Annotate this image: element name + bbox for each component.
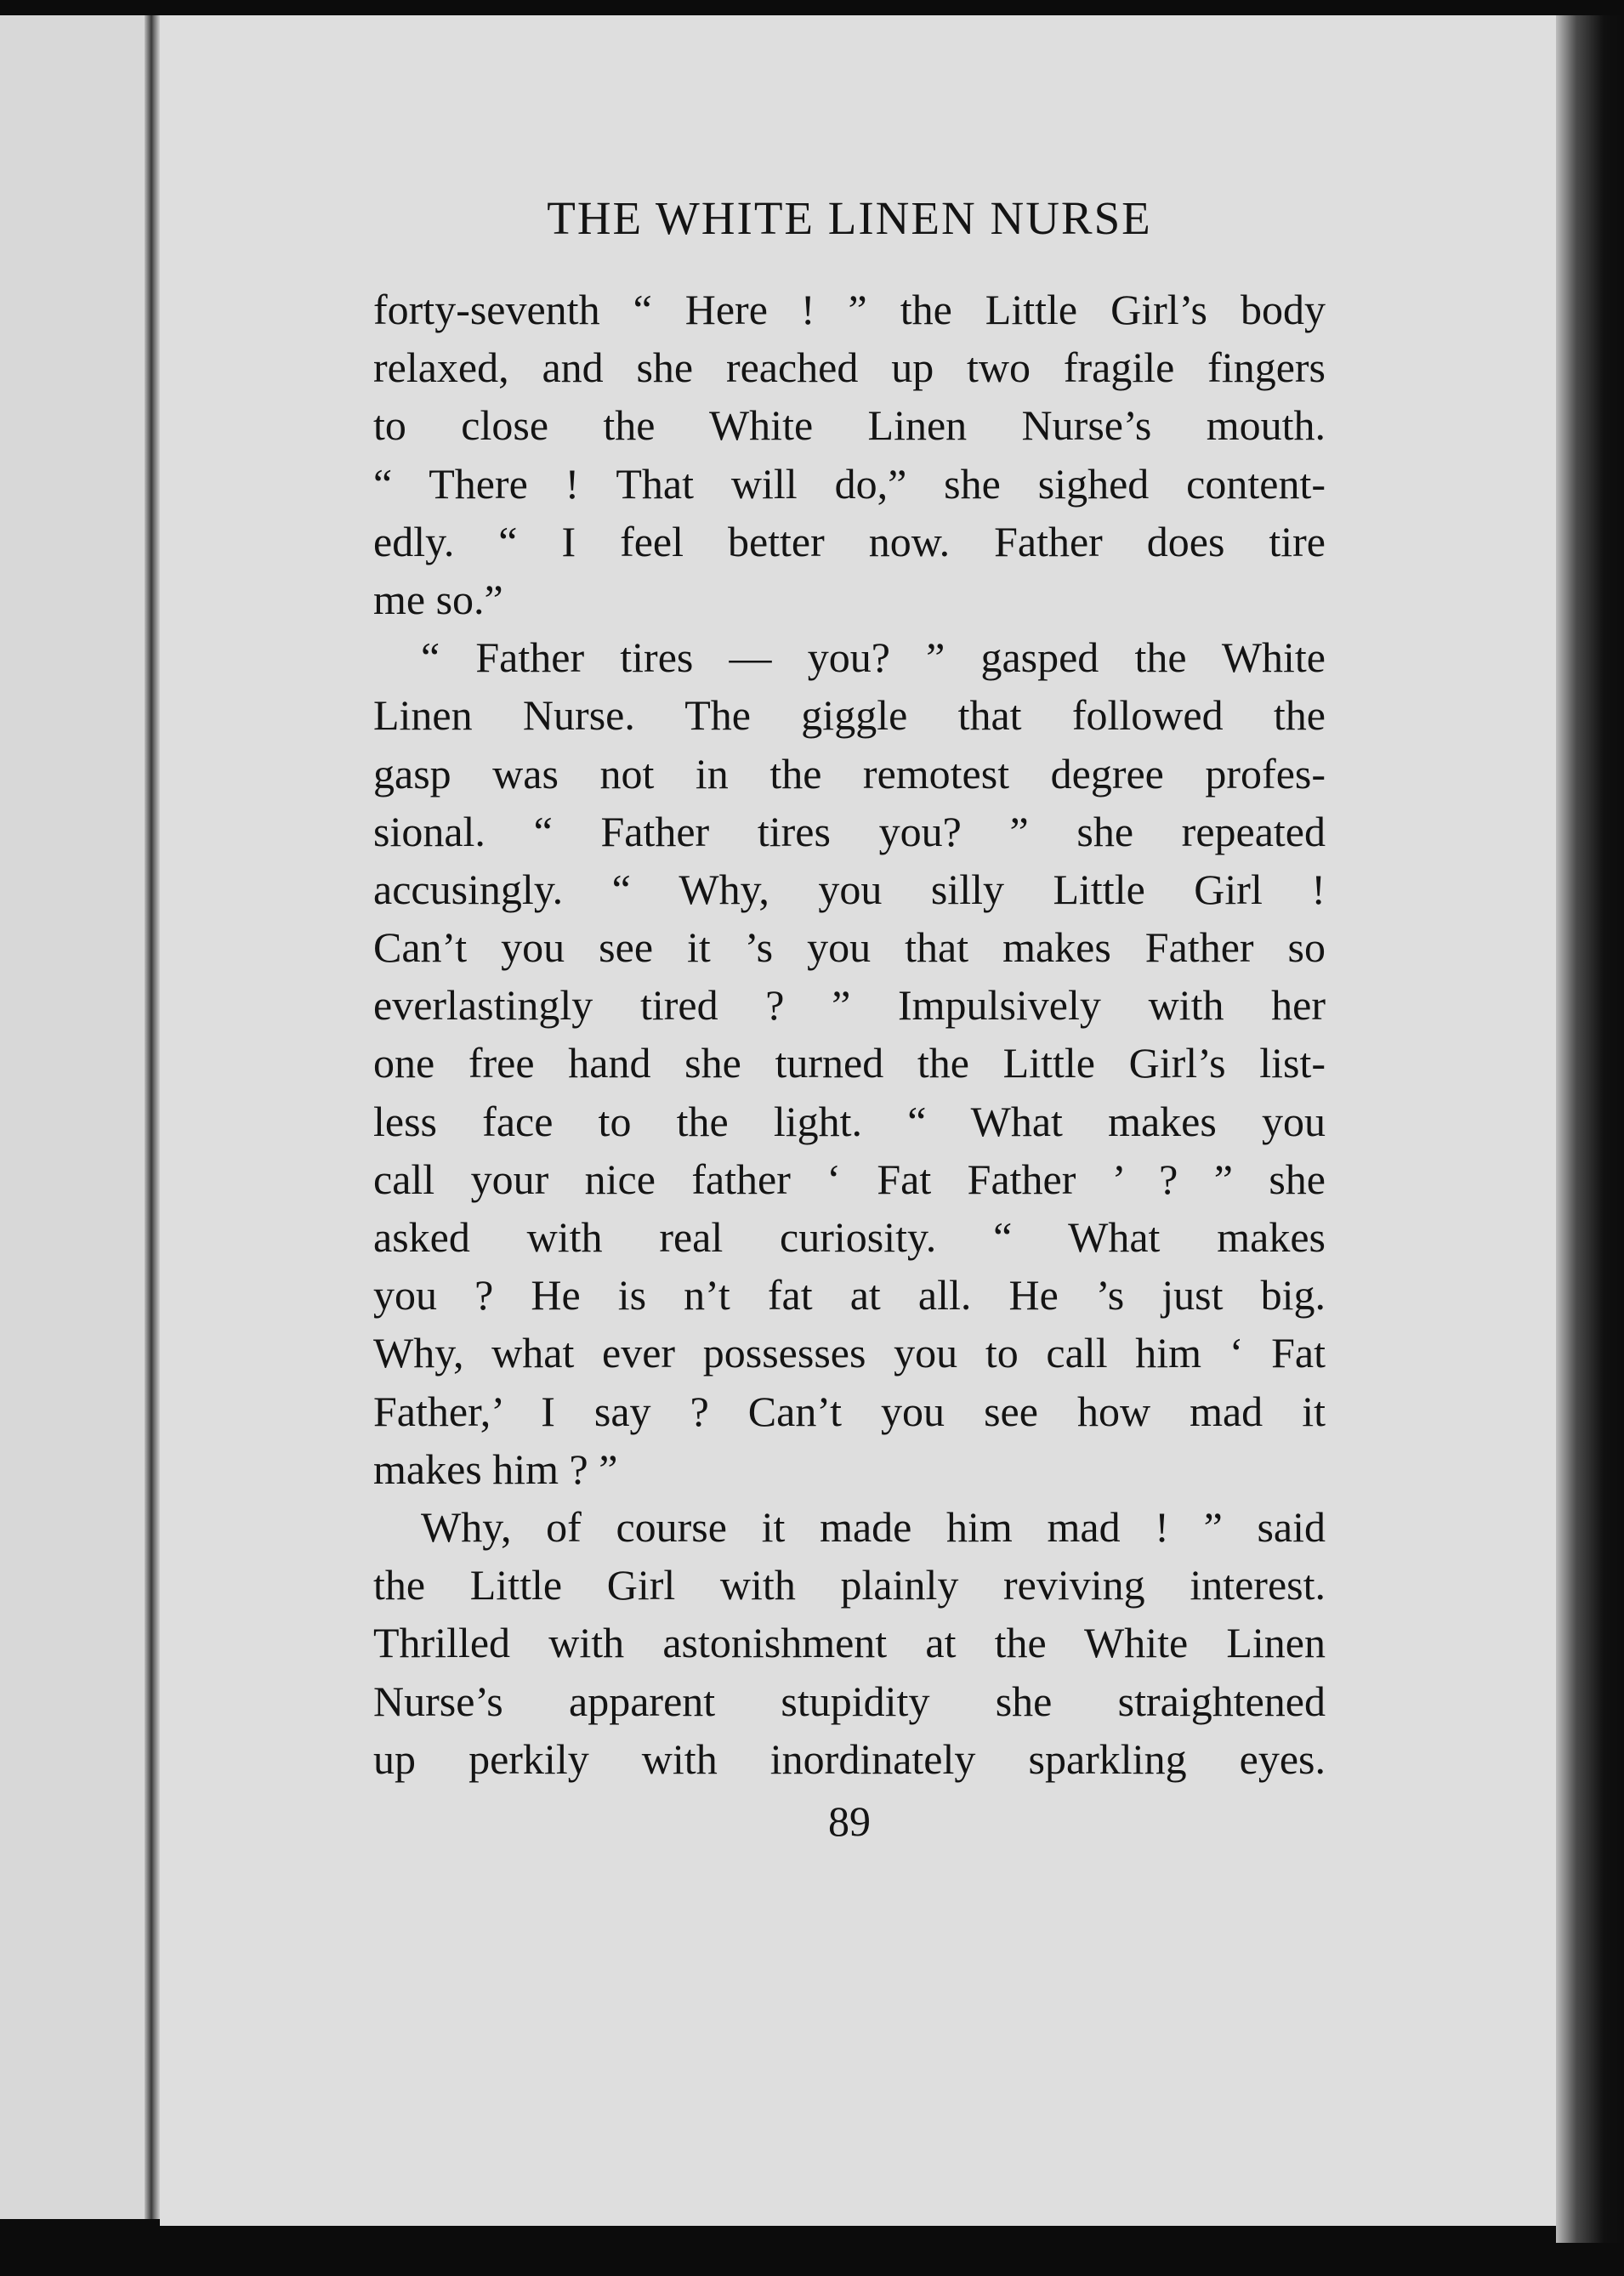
text-line: gasp was not in the remotest degree profes- xyxy=(373,749,1326,797)
text-line: me so.” xyxy=(373,575,503,623)
facing-page-edge xyxy=(0,15,155,2219)
text-line: “ Father tires — you? ” gasped the White xyxy=(421,633,1326,682)
text-line: sional. “ Father tires you? ” she repeated xyxy=(373,807,1326,855)
text-line: you ? He is n’t fat at all. He ’s just big. xyxy=(373,1271,1326,1320)
text-line: Linen Nurse. The giggle that followed the xyxy=(373,691,1326,740)
page-edge-shadow xyxy=(1556,15,1624,2243)
text-line: Thrilled with astonishment at the White Linen xyxy=(373,1619,1326,1667)
text-line: accusingly. “ Why, you silly Little Girl ! xyxy=(373,865,1326,913)
text-line: Why, of course it made him mad ! ” said xyxy=(421,1502,1326,1551)
text-line: Father,’ I say ? Can’t you see how mad it xyxy=(373,1387,1326,1435)
text-line: less face to the light. “ What makes you xyxy=(373,1097,1326,1145)
page-number: 89 xyxy=(828,1797,871,1845)
text-line: “ There ! That will do,” she sighed content- xyxy=(373,459,1326,508)
text-line: Can’t you see it ’s you that makes Father so xyxy=(373,923,1326,972)
text-line: edly. “ I feel better now. Father does tire xyxy=(373,517,1326,565)
book-gutter xyxy=(145,15,160,2219)
text-line: Why, what ever possesses you to call him ‘ Fat xyxy=(373,1329,1326,1377)
text-line: the Little Girl with plainly reviving interest. xyxy=(373,1561,1326,1609)
text-line: makes him ? ” xyxy=(373,1444,618,1493)
page-body-text xyxy=(373,281,1326,1788)
text-line: one free hand she turned the Little Girl’s list- xyxy=(373,1039,1326,1087)
text-line: Nurse’s apparent stupidity she straightened xyxy=(373,1677,1326,1725)
text-line: up perkily with inordinately sparkling eyes. xyxy=(373,1734,1326,1783)
text-line: to close the White Linen Nurse’s mouth. xyxy=(373,401,1326,450)
text-line: asked with real curiosity. “ What makes xyxy=(373,1213,1326,1261)
text-line: everlastingly tired ? ” Impulsively with her xyxy=(373,981,1326,1030)
running-head: THE WHITE LINEN NURSE xyxy=(547,192,1152,244)
text-line: call your nice father ‘ Fat Father ’ ? ” she xyxy=(373,1155,1326,1203)
text-line: forty-seventh “ Here ! ” the Little Girl’s body xyxy=(373,286,1326,333)
text-line: relaxed, and she reached up two fragile fingers xyxy=(373,343,1326,392)
